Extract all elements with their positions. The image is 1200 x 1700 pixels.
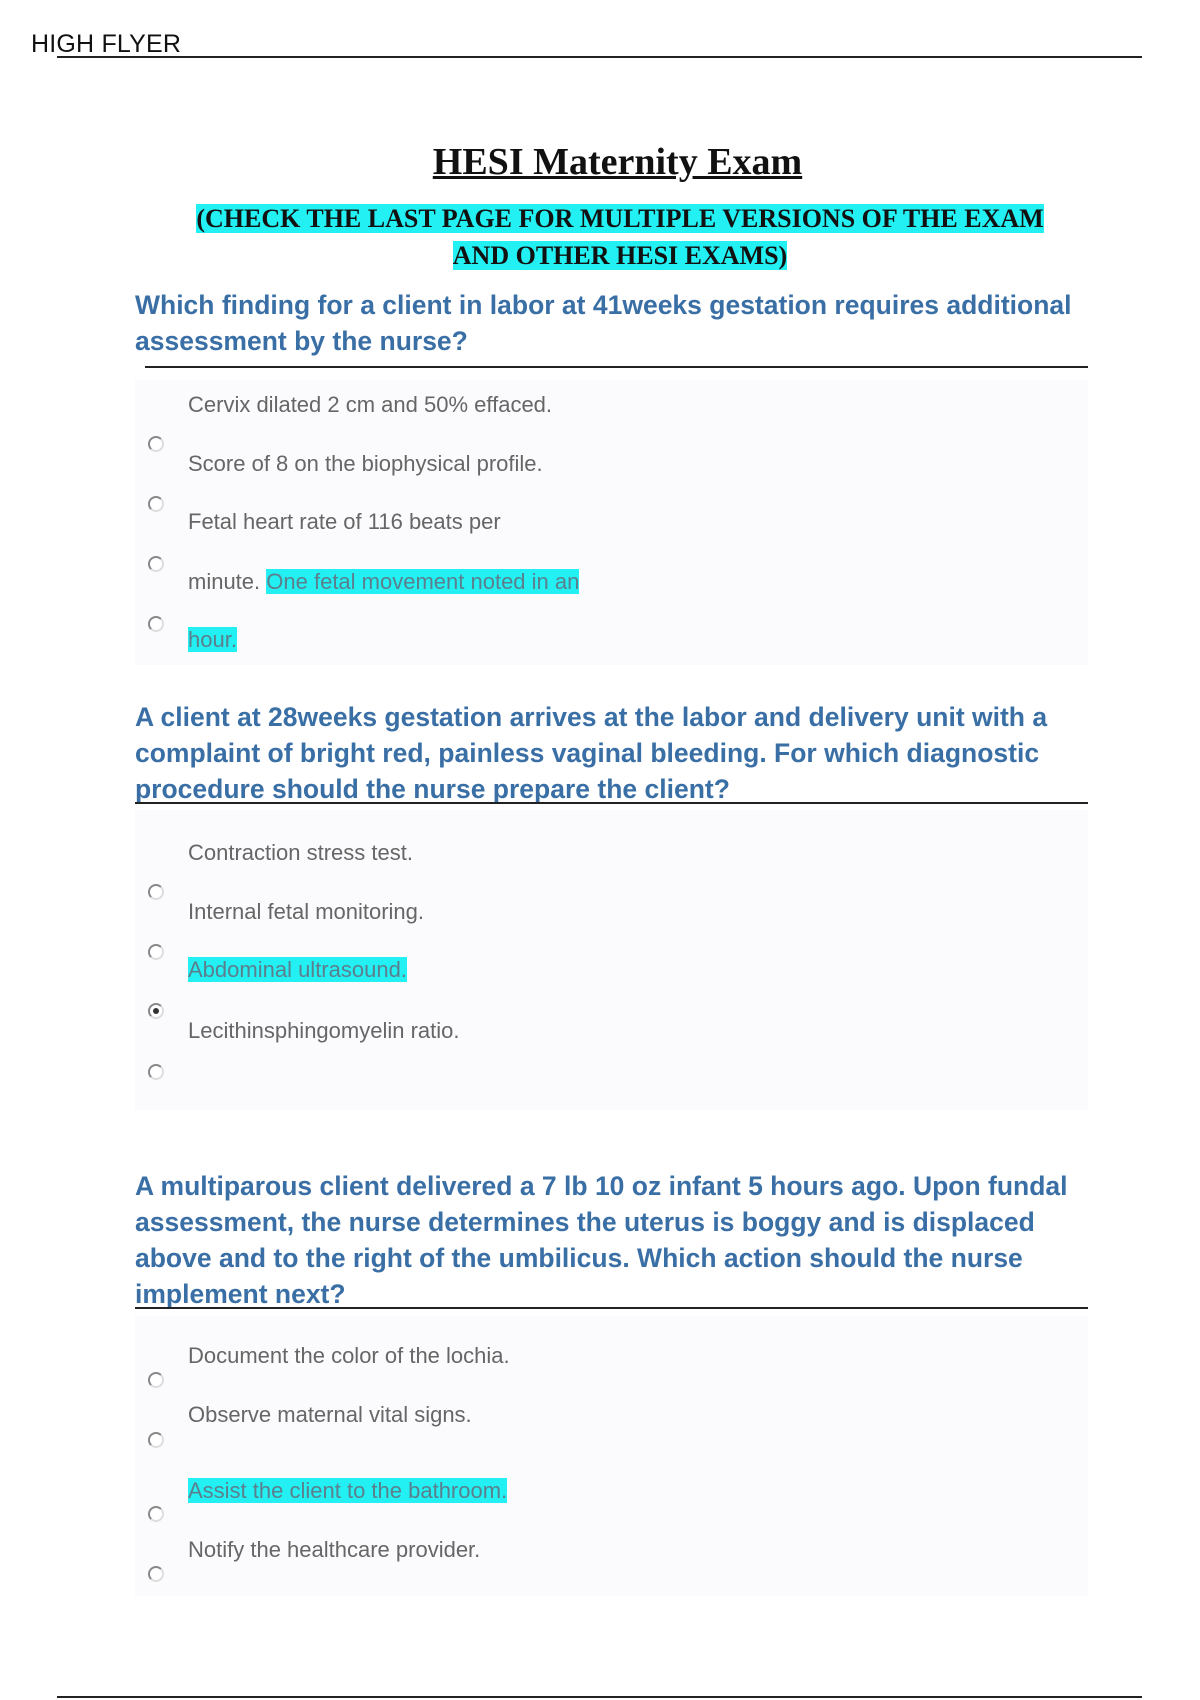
question-1-radio-2[interactable] — [148, 496, 164, 512]
question-3-option-4[interactable]: Notify the healthcare provider. — [188, 1537, 481, 1562]
question-2-radio-4[interactable] — [148, 1064, 164, 1080]
question-3-radio-1[interactable] — [148, 1372, 164, 1388]
question-1-option-5-highlight: hour. — [188, 627, 237, 652]
question-1-option-3[interactable]: Fetal heart rate of 116 beats per — [188, 509, 501, 534]
document-title: HESI Maternity Exam — [432, 141, 803, 183]
question-2-option-2[interactable]: Internal fetal monitoring. — [188, 899, 425, 924]
question-3-radio-4[interactable] — [148, 1566, 164, 1582]
footer-divider — [57, 1696, 1142, 1698]
question-3-option-2[interactable]: Observe maternal vital signs. — [188, 1402, 472, 1427]
question-1-option-4-highlight: One fetal movement noted in an — [266, 569, 580, 594]
question-1-option-5[interactable] — [188, 627, 237, 653]
question-1-text: Which finding for a client in labor at 41weeks gestation requires additional assessment by the nurse? — [135, 290, 1072, 356]
question-3-option-1[interactable]: Document the color of the lochia. — [188, 1343, 510, 1368]
question-1-radio-4[interactable] — [148, 616, 164, 632]
question-3-radio-3[interactable] — [148, 1506, 164, 1522]
question-2-option-1[interactable]: Contraction stress test. — [188, 840, 413, 865]
notice-line-2: AND OTHER HESI EXAMS) — [452, 241, 788, 270]
question-3-option-3-highlight: Assist the client to the bathroom. — [188, 1478, 508, 1503]
notice-line-1: (CHECK THE LAST PAGE FOR MULTIPLE VERSIONS OF THE EXAM — [196, 204, 1044, 233]
question-2-text: A client at 28weeks gestation arrives at the labor and delivery unit with a complaint of bright red, painless vaginal bleeding. For which diagnostic procedure should the nurse prepare the client? — [135, 702, 1048, 804]
notice-banner — [135, 200, 1105, 274]
question-2-divider — [135, 802, 1088, 804]
question-2-radio-3[interactable] — [148, 1003, 164, 1019]
page-header: HIGH FLYER — [31, 30, 182, 58]
question-1-option-4-text: minute. — [188, 569, 261, 594]
question-1-option-1[interactable]: Cervix dilated 2 cm and 50% effaced. — [188, 392, 553, 417]
header-divider — [57, 56, 1142, 58]
question-1-divider — [145, 366, 1088, 368]
question-2-radio-2[interactable] — [148, 944, 164, 960]
question-3-radio-2[interactable] — [148, 1432, 164, 1448]
question-1-option-2[interactable]: Score of 8 on the biophysical profile. — [188, 451, 543, 476]
question-3-text: A multiparous client delivered a 7 lb 10 oz infant 5 hours ago. Upon fundal assessment, the nurse determines the uterus is boggy and is displaced above and to the right of the umbilicus. Which action should the nurse implement next? — [135, 1171, 1068, 1309]
question-3-option-3[interactable] — [188, 1478, 507, 1504]
question-3-divider — [135, 1307, 1088, 1309]
question-1-radio-3[interactable] — [148, 556, 164, 572]
question-1-option-4[interactable] — [188, 569, 579, 595]
question-2-option-3[interactable] — [188, 957, 407, 983]
question-2-radio-1[interactable] — [148, 884, 164, 900]
question-2-option-3-highlight: Abdominal ultrasound. — [188, 957, 407, 982]
question-2-option-4[interactable]: Lecithinsphingomyelin ratio. — [188, 1018, 460, 1043]
question-1-radio-1[interactable] — [148, 436, 164, 452]
